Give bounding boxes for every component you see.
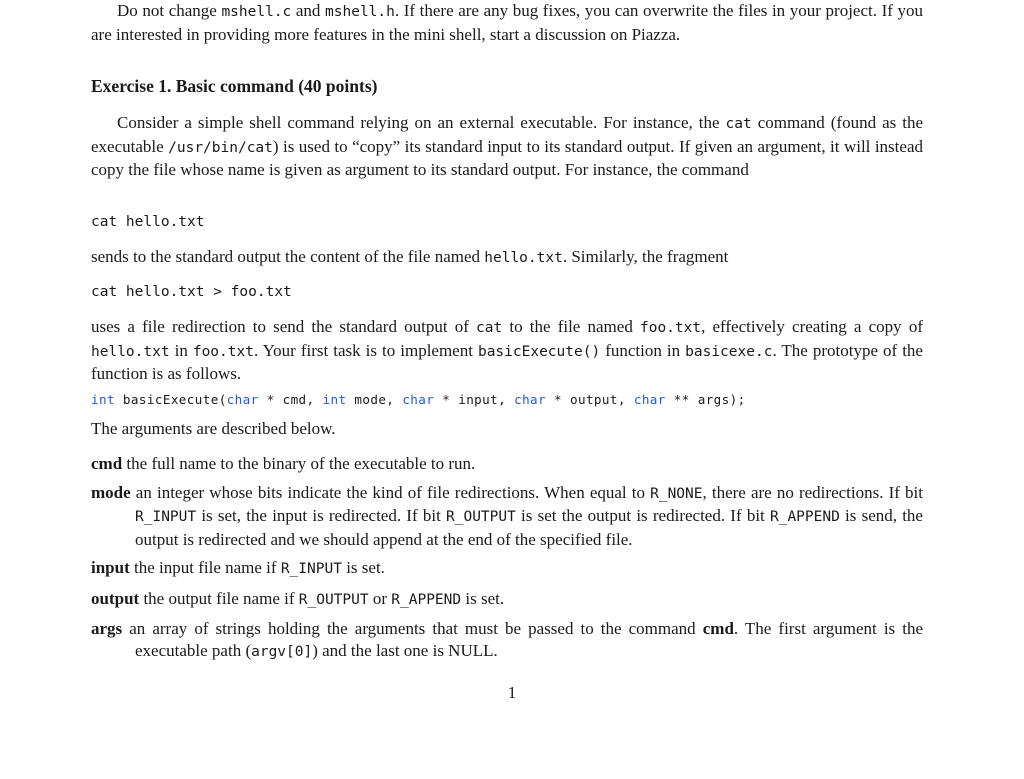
- intro-text: . If there are any bug fixes, you can overwrite the files in your project. If you are interested in providing more features in the mini shell, start a discussion on Piazza.: [91, 1, 924, 44]
- inline-code: foo.txt: [192, 343, 254, 360]
- exercise-heading: Exercise 1. Basic command (40 points): [91, 76, 378, 96]
- description: is set.: [461, 588, 505, 608]
- text: . The prototype of the function is as follows.: [91, 340, 923, 383]
- inline-code: hello.txt: [484, 250, 563, 266]
- code-text: ** args);: [665, 392, 746, 407]
- inline-code: hello.txt: [91, 343, 170, 360]
- filename: mshell.c: [221, 4, 292, 20]
- flag: R_NONE: [650, 485, 703, 502]
- text: sends to the standard output the content of the file named: [91, 247, 485, 266]
- description: , there are no redirections. If bit: [702, 482, 923, 502]
- code-text: * output,: [546, 392, 634, 407]
- inline-code: foo.txt: [639, 320, 702, 336]
- intro-text: and: [291, 1, 326, 20]
- description: the output file name if: [139, 588, 299, 608]
- flag: R_OUTPUT: [446, 509, 516, 525]
- flag: R_INPUT: [280, 561, 342, 577]
- inline-code: cat: [476, 320, 503, 336]
- argument-list: [91, 453, 923, 663]
- inline-code: argv[0]: [251, 643, 313, 660]
- keyword: char: [402, 392, 435, 407]
- definition-args: [91, 618, 923, 663]
- text: in: [169, 340, 193, 360]
- flag: R_APPEND: [391, 591, 462, 608]
- description: the input file name if: [129, 558, 281, 577]
- description: is set the output is redirected. If bit: [515, 506, 770, 525]
- text: Consider a simple shell command relying on an external executable. For instance, the: [117, 113, 726, 132]
- text: . Your first task is to implement: [253, 340, 478, 360]
- description: is send, the output is redirected and we should append at the end of the specified file.: [135, 506, 923, 549]
- flag: R_OUTPUT: [298, 591, 369, 608]
- term: output: [91, 588, 140, 608]
- keyword: char: [633, 392, 666, 407]
- term: input: [91, 558, 130, 577]
- intro-text: Do not change: [117, 1, 222, 20]
- description: the full name to the binary of the executable to run.: [122, 454, 476, 473]
- text: . Similarly, the fragment: [562, 247, 729, 266]
- paragraph-1: [91, 112, 923, 181]
- intro-paragraph: [91, 0, 923, 45]
- paragraph-2: [91, 246, 923, 270]
- function-prototype: [91, 389, 923, 411]
- description: ) and the last one is NULL.: [312, 640, 498, 660]
- flag: R_INPUT: [135, 509, 197, 525]
- keyword: char: [226, 392, 259, 407]
- code-example-2: cat hello.txt > foo.txt: [91, 284, 292, 300]
- code-example-1: cat hello.txt: [91, 214, 205, 230]
- definition-mode: [91, 482, 923, 551]
- text: ) is used to “copy” its standard input to its standard output. If given an argument, it will instead copy the file whose name is given as argument to its standard output. For instance, the command: [91, 136, 923, 179]
- text: function in: [600, 340, 686, 360]
- arguments-intro: The arguments are described below.: [91, 419, 336, 438]
- definition-cmd: [91, 453, 923, 475]
- description: . The first argument is the executable path (: [135, 619, 923, 660]
- code-text: basicExecute(: [114, 392, 227, 407]
- page-number: 1: [507, 683, 517, 702]
- term-reference: cmd: [702, 619, 734, 638]
- code-text: * input,: [434, 392, 515, 407]
- flag: R_APPEND: [769, 509, 840, 525]
- term: args: [91, 619, 123, 638]
- text: uses a file redirection to send the standard output of: [91, 317, 477, 336]
- keyword: char: [514, 392, 547, 407]
- text: to the file named: [502, 317, 640, 336]
- filename: mshell.h: [325, 4, 395, 20]
- code-text: * cmd,: [258, 392, 323, 407]
- definition-input: [91, 557, 923, 581]
- code-text: mode,: [346, 392, 403, 407]
- description: is set, the input is redirected. If bit: [196, 506, 446, 525]
- term: mode: [91, 482, 131, 502]
- paragraph-3: [91, 316, 923, 385]
- inline-code: basicexe.c: [685, 343, 773, 360]
- text: , effectively creating a copy of: [701, 317, 923, 336]
- description: an integer whose bits indicate the kind of file redirections. When equal to: [130, 482, 651, 502]
- text: command (found as the executable: [91, 113, 923, 156]
- description: an array of strings holding the arguments that must be passed to the command: [122, 619, 703, 638]
- keyword: int: [322, 392, 347, 407]
- term: cmd: [91, 454, 123, 473]
- inline-code: basicExecute(): [477, 343, 601, 360]
- inline-code: cat: [725, 116, 752, 132]
- inline-code: /usr/bin/cat: [168, 139, 273, 156]
- keyword: int: [91, 392, 115, 407]
- definition-output: [91, 588, 923, 612]
- description: is set.: [341, 558, 385, 577]
- description: or: [368, 588, 392, 608]
